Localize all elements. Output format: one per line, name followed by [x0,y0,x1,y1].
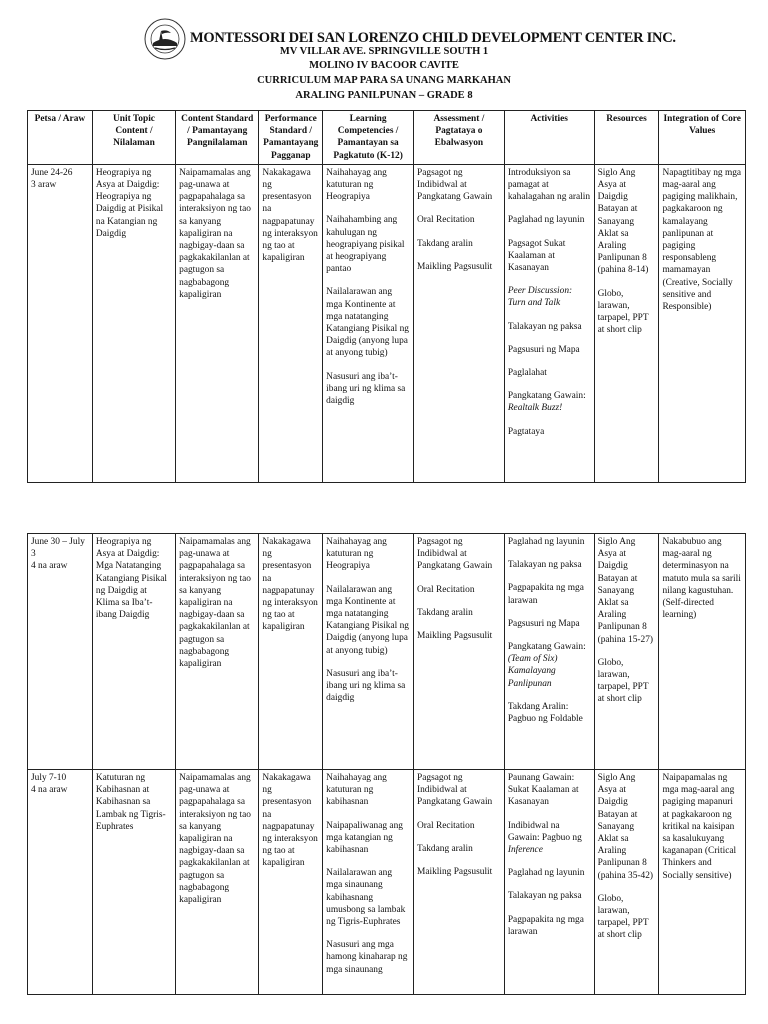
resource-item: Globo, larawan, tarpapel, PPT at short clip [597,657,649,705]
cell-assessment [414,770,505,995]
cell-performance-standard: Nakakagawa ng presentasyon na nagpapatunay ng interaksyon ng tao at kapaligiran [259,770,323,995]
cell-competencies [323,770,414,995]
activity-item [508,820,591,857]
assessment-item: Takdang aralin [417,238,473,249]
cell-content-standard: Naipamamalas ang pag-unawa at pagpapahalaga sa interaksiyon ng tao sa kanyang kapaligiran na nagbigay-daan sa pagkakakilanlan at pagtugon sa nagbabagong kapaligiran [176,534,259,770]
activity-italic: Realtalk Buzz! [507,403,563,414]
cell-date [28,164,93,482]
competency-item: Naihahayag ang katuturan ng Heograpiya [326,167,387,203]
assessment-item: Pagsagot ng Indibidwal at Pangkatang Gawain [417,167,493,203]
activity-item [508,390,591,414]
activity-item: Talakayan ng paksa [507,891,582,902]
activity-italic: (Team of Six) Kamalayang Panlipunan [507,654,558,689]
resource-item: Siglo Ang Asya at Daigdig Batayan at Sanayang Aklat sa Araling Panlipunan 8 (pahina 8-14) [597,167,649,276]
activity-item: Pagpapakita ng mga larawan [507,583,584,606]
cell-activities [504,164,594,482]
cell-performance-standard: Nakakagawa ng presentasyon na nagpapatunay ng interaksyon ng tao at kapaligiran [259,534,323,770]
document-subtitle: ARALING PANILPUNAN – GRADE 8 [295,90,473,101]
resource-item: Siglo Ang Asya at Daigdig Batayan at Sanayang Aklat sa Araling Panlipunan 8 (pahina 15-27) [597,537,654,645]
cell-values: Naipapamalas ng mga mag-aaral ang pagiging mapanuri at pagkakaroon ng kritikal na kaisipan sa kasalukuyang kaganapan (Critical Thinkers and Socially sensitive) [659,770,746,995]
activity-item: Paglahad ng layunin [507,215,585,226]
curriculum-table-1 [27,110,746,483]
date-range: June 30 – July 3 [31,537,85,560]
assessment-item: Takdang aralin [417,843,473,854]
activity-item: Talakayan ng paksa [507,321,582,332]
competency-item: Nailalarawan ang mga Kontinente at mga natatanging Katangiang Pisikal ng Daigdig (anyong lupa at anyong tubig) [326,287,409,359]
resource-item: Globo, larawan, tarpapel, PPT at short clip [597,288,649,336]
cell-assessment [414,164,505,482]
resource-item: Siglo Ang Asya at Daigdig Batayan at Sanayang Aklat sa Araling Panlipunan 8 (pahina 35-42) [597,773,654,881]
activity-item: Introduksiyon sa pamagat at kahalagahan ng aralin [507,167,591,203]
table-row [28,164,746,482]
header-content-standard: Content Standard / Pamantayang Pangnilalaman [176,111,259,165]
assessment-item: Maikling Pagsusulit [417,631,493,642]
assessment-item: Maikling Pagsusulit [417,261,493,272]
competency-item: Naihahayag ang katuturan ng Heograpiya [326,537,387,572]
header-resources: Resources [594,111,659,165]
cell-resources [594,164,659,482]
header-performance-standard: Performance Standard / Pamantayang Pagganap [259,111,323,165]
activity-italic: Inference [507,845,543,856]
competency-item: Nasusuri ang iba’t-ibang uri ng klima sa daigdig [326,668,406,704]
header-assessment: Assessment / Pagtataya o Ebalwasyon [414,111,505,165]
cell-activities [504,770,594,995]
activity-item: Pagpapakita ng mga larawan [507,914,584,937]
cell-resources [594,770,659,995]
assessment-item: Maikling Pagsusulit [417,867,493,878]
cell-values: Nakabubuo ang mag-aaral ng determinasyon na matuto mula sa sarili nilang kagustuhan. (Self-directed learning) [659,534,746,770]
date-range: July 7-10 [31,773,67,783]
activity-item [508,641,591,690]
cell-date [28,534,93,770]
assessment-item: Pagsagot ng Indibidwal at Pangkatang Gawain [417,773,493,808]
competency-item: Nasusuri ang iba’t-ibang uri ng klima sa daigdig [326,371,406,407]
cell-competencies [323,164,414,482]
activity-item: Pagsagot Sukat Kaalaman at Kasanayan [507,238,566,274]
cell-activities [504,534,594,770]
header-competencies: Learning Competencies / Pamantayan sa Pagkatuto (K-12) [323,111,414,165]
header-date: Petsa / Araw [28,111,93,165]
address-line-2: MOLINO IV BACOOR CAVITE [309,60,459,71]
date-range: June 24-26 [31,167,73,178]
header-topic: Unit Topic Content / Nilalaman [92,111,175,165]
activity-text: Pangkatang Gawain: [507,391,586,402]
curriculum-table-2 [27,533,746,995]
competency-item: Naipapaliwanag ang mga katangian ng kabihasnan [326,820,403,856]
activity-item: Pagtataya [507,426,545,437]
day-count: 4 na araw [31,785,68,796]
competency-item: Naihahambing ang kahulugan ng heograpiyang pisikal at heograpiyang pantao [326,215,405,275]
document-title: CURRICULUM MAP PARA SA UNANG MARKAHAN [257,75,511,86]
table-header-row [28,111,746,165]
cell-topic: Heograpiya ng Asya at Daigdig: Mga Natatanging Katangiang Pisikal ng Daigdig at Klima sa Iba’t-ibang Daigdig [92,534,175,770]
activity-text: Indibidwal na Gawain: Pagbuo ng [507,820,582,843]
table-row [28,770,746,995]
activity-item: Paglahad ng layunin [507,537,585,547]
activity-item: Pagsusuri ng Mapa [507,344,580,355]
cell-assessment [414,534,505,770]
cell-topic: Katuturan ng Kabihasnan at Kabihasnan sa Lambak ng Tigris-Euphrates [92,770,175,995]
day-count: 3 araw [31,180,57,191]
cell-resources [594,534,659,770]
day-count: 4 na araw [31,561,68,572]
competency-item: Nailalarawan ang mga Kontinente at mga natatanging Katangiang Pisikal ng Daigdig (anyong lupa at anyong tubig) [326,584,409,656]
cell-performance-standard: Nakakagawa ng presentasyon na nagpapatunay ng interaksyon ng tao at kapaligiran [259,164,323,482]
assessment-item: Pagsagot ng Indibidwal at Pangkatang Gawain [417,537,493,572]
activity-item: Peer Discussion: Turn and Talk [507,286,573,309]
assessment-item: Oral Recitation [417,215,475,226]
activity-item: Pagsusuri ng Mapa [507,618,580,629]
table-row [28,534,746,770]
organization-name: MONTESSORI DEI SAN LORENZO CHILD DEVELOPMENT CENTER INC. [190,30,676,46]
activity-text: Pangkatang Gawain: [507,642,586,653]
address-line-1: MV VILLAR AVE. SPRINGVILLE SOUTH 1 [279,46,489,57]
activity-item: Paglalahat [507,368,547,379]
assessment-item: Takdang aralin [417,607,473,618]
header-values: Integration of Core Values [659,111,746,165]
cell-date [28,770,93,995]
header-activities: Activities [504,111,594,165]
competency-item: Nailalarawan ang mga sinaunang kabihasnang umusbong sa lambak ng Tigris-Euphrates [326,868,406,928]
cell-competencies [323,534,414,770]
cell-content-standard: Naipamamalas ang pag-unawa at pagpapahalaga sa interaksiyon ng tao sa kanyang kapaligiran na nagbigay-daan sa pagkakakilanlan at pagtugon sa nagbabagong kapaligiran [176,164,259,482]
assessment-item: Oral Recitation [417,584,475,595]
activity-item: Paunang Gawain: Sukat Kaalaman at Kasanayan [507,773,579,808]
activity-item: Paglahad ng layunin [507,868,585,879]
activity-item: Talakayan ng paksa [507,560,582,571]
cell-content-standard: Naipamamalas ang pag-unawa at pagpapahalaga sa interaksiyon ng tao sa kanyang kapaligiran na nagbigay-daan sa pagkakakilanlan at pagtugon sa nagbabagong kapaligiran [176,770,259,995]
assessment-item: Oral Recitation [417,820,475,831]
cell-topic: Heograpiya ng Asya at Daigdig: Heograpiya ng Daigdig at Pisikal na Katangian ng Daigdig [92,164,175,482]
activity-item: Takdang Aralin: Pagbuo ng Foldable [507,701,583,725]
competency-item: Nasusuri ang mga hamong kinaharap ng mga sinaunang [326,940,408,975]
cell-values: Napagtitibay ng mga mag-aaral ang pagiging malikhain, pagkakaroon ng kamalayang panlipunan at pagiging responsableng mamamayan (Creative, Socially sensitive and Responsible) [659,164,746,482]
competency-item: Naihahayag ang katuturan ng kabihasnan [326,773,387,808]
resource-item: Globo, larawan, tarpapel, PPT at short clip [597,893,649,941]
